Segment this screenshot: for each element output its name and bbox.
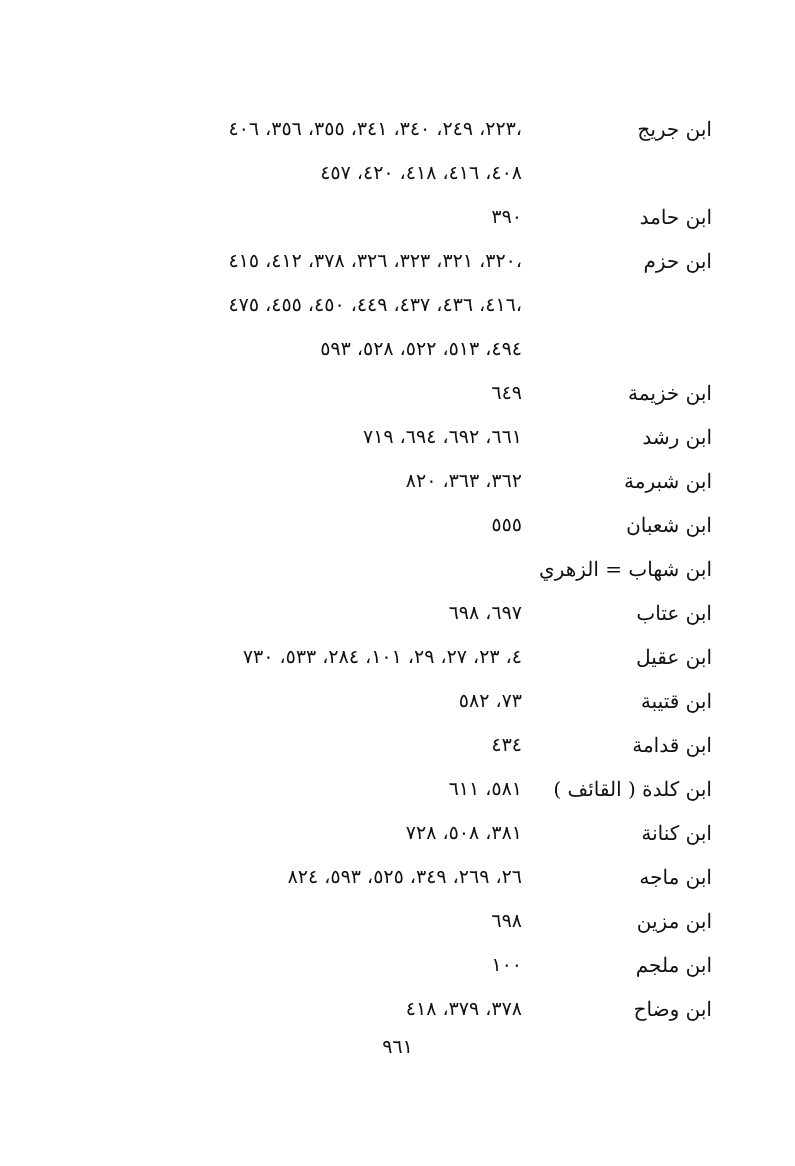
index-entry (100, 855, 712, 899)
entry-name: ابن ماجه (639, 865, 712, 889)
page-number: ٩٦١ (382, 1036, 413, 1058)
entry-page-refs: ٢٦، ٢٦٩، ٣٤٩، ٥٢٥، ٥٩٣، ٨٢٤ (287, 866, 522, 888)
index-entry (100, 327, 712, 371)
entry-name: ابن عقيل (636, 645, 712, 669)
index-entry (100, 811, 712, 855)
index-entry (100, 503, 712, 547)
entry-name: ابن قتيبة (640, 689, 712, 713)
entry-page-refs: ٦٤٩ (491, 382, 522, 404)
entry-page-refs: ٥٨١، ٦١١ (448, 778, 522, 800)
entry-page-refs: ٣٢٠، ٣٢١، ٣٢٣، ٣٢٦، ٣٧٨، ٤١٢، ٤١٥، (228, 250, 522, 272)
entry-name: ابن قدامة (632, 733, 712, 757)
entry-page-refs: ٣٧٨، ٣٧٩، ٤١٨ (405, 998, 522, 1020)
entry-page-refs: ٤، ٢٣، ٢٧، ٢٩، ١٠١، ٢٨٤، ٥٣٣، ٧٣٠ (242, 646, 522, 668)
entry-page-refs: ٣٨١، ٥٠٨، ٧٢٨ (405, 822, 522, 844)
entry-page-refs: ٤١٦، ٤٣٦، ٤٣٧، ٤٤٩، ٤٥٠، ٤٥٥، ٤٧٥، (228, 294, 522, 316)
entry-page-refs: ١٠٠ (491, 954, 522, 976)
entry-page-refs: ٣٦٢، ٣٦٣، ٨٢٠ (405, 470, 522, 492)
entry-page-refs: ٤٩٤، ٥١٣، ٥٢٢، ٥٢٨، ٥٩٣ (320, 338, 522, 360)
index-entry (100, 547, 712, 591)
entry-page-refs: ٦٩٧، ٦٩٨ (448, 602, 522, 624)
index-entry (100, 283, 712, 327)
entry-page-refs: ٤٠٨، ٤١٦، ٤١٨، ٤٢٠، ٤٥٧ (320, 162, 522, 184)
entry-name: ابن جريج (637, 117, 712, 141)
index-entry (100, 107, 712, 151)
index-entry (100, 591, 712, 635)
entry-name: ابن مزين (636, 909, 712, 933)
entry-name: ابن حامد (639, 205, 712, 229)
entry-page-refs: ٧٣، ٥٨٢ (458, 690, 522, 712)
entry-page-refs: ٣٩٠ (491, 206, 522, 228)
entry-name: ابن شعبان (626, 513, 712, 537)
entry-name: ابن كنانة (641, 821, 712, 845)
entry-name: ابن ملجم (635, 953, 712, 977)
index-entry (100, 415, 712, 459)
entry-page-refs: ٦٩٨ (491, 910, 522, 932)
index-entry (100, 679, 712, 723)
entry-page-refs: ٢٢٣، ٢٤٩، ٣٤٠، ٣٤١، ٣٥٥، ٣٥٦، ٤٠٦، (228, 118, 522, 140)
entry-name: ابن كلدة ( القائف ) (553, 777, 712, 801)
entry-name: ابن خزيمة (628, 381, 712, 405)
entry-page-refs: ٤٣٤ (491, 734, 522, 756)
index-entry (100, 371, 712, 415)
entry-name: ابن شبرمة (624, 469, 712, 493)
entry-page-refs: ٦٦١، ٦٩٢، ٦٩٤، ٧١٩ (362, 426, 522, 448)
entry-name: ابن رشد (642, 425, 712, 449)
index-entry (100, 767, 712, 811)
index-entry (100, 239, 712, 283)
index-entry (100, 723, 712, 767)
index-entry (100, 151, 712, 195)
entry-page-refs: ٥٥٥ (491, 514, 522, 536)
index-entry (100, 635, 712, 679)
index-entry (100, 195, 712, 239)
index-entry (100, 943, 712, 987)
entry-name: ابن وضاح (633, 997, 712, 1021)
name-index (100, 107, 712, 1031)
entry-name: ابن شهاب = الزهري (539, 557, 712, 581)
index-entry (100, 899, 712, 943)
index-entry (100, 459, 712, 503)
entry-name: ابن عتاب (636, 601, 712, 625)
entry-name: ابن حزم (643, 249, 712, 273)
index-entry (100, 987, 712, 1031)
